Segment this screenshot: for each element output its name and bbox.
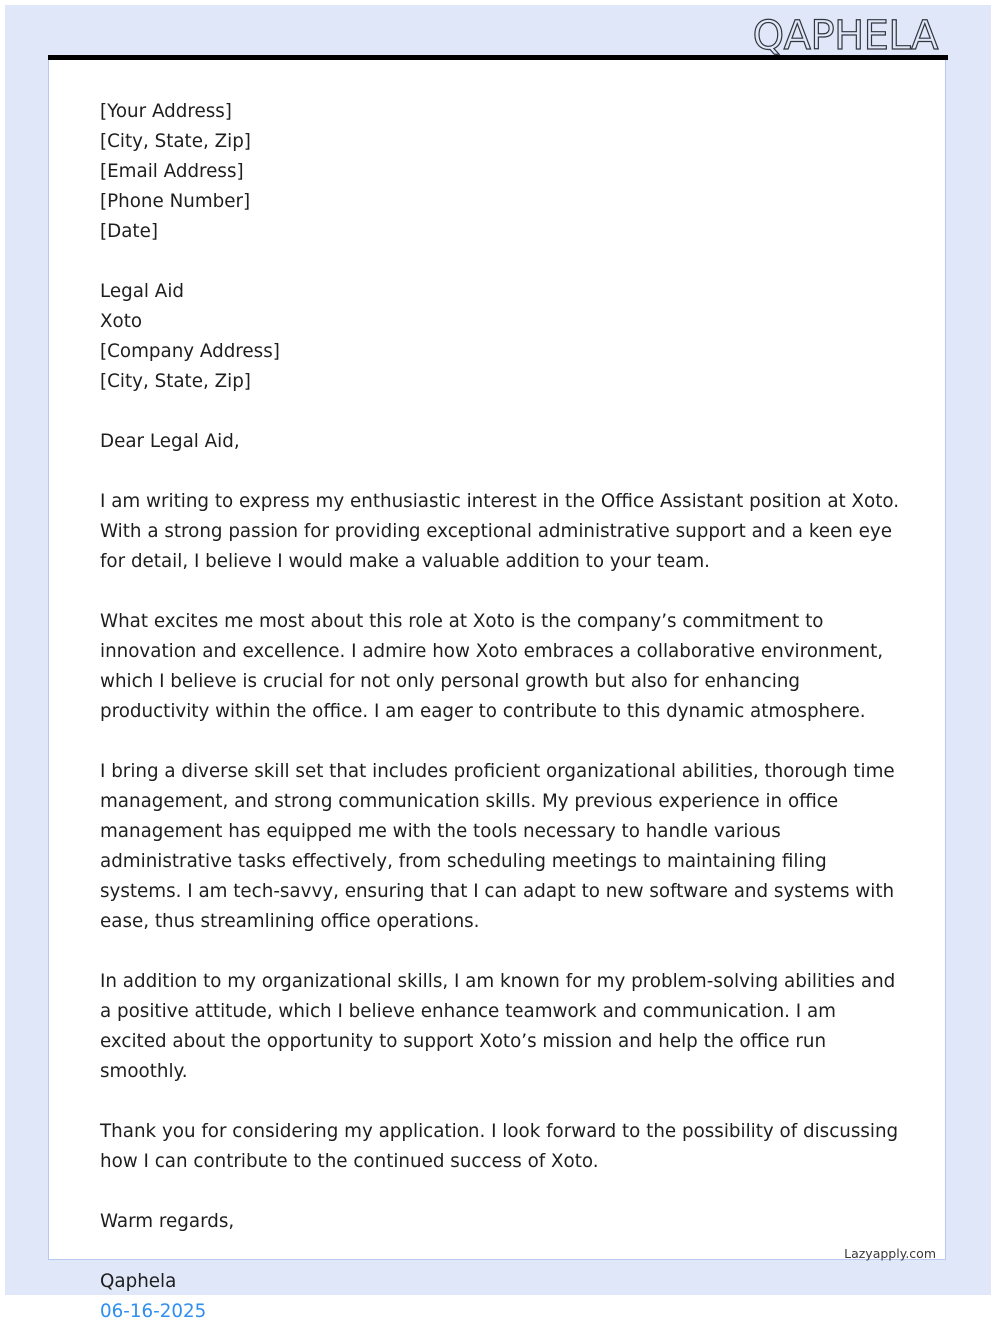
signature-block xyxy=(100,1267,900,1327)
sender-block xyxy=(100,97,900,247)
sender-address: [Your Address] xyxy=(100,101,232,122)
sender-date: [Date] xyxy=(100,221,158,242)
body-paragraph-5: Thank you for considering my application. I look forward to the possibility of discussing how I can contribute to the continued success of Xoto. xyxy=(100,1121,899,1172)
signature-name: Qaphela xyxy=(100,1271,177,1292)
closing: Warm regards, xyxy=(100,1211,235,1232)
sender-email: [Email Address] xyxy=(100,161,244,182)
signature-date: 06-16-2025 xyxy=(100,1301,207,1322)
sender-phone: [Phone Number] xyxy=(100,191,251,212)
body-paragraph-3: I bring a diverse skill set that includes proficient organizational abilities, thorough time management, and strong communication skills. My previous experience in office management has equipped me with the tools necessary to handle various administrative tasks effectively, from scheduling meetings to maintaining filing systems. I am tech-savvy, ensuring that I can adapt to new software and systems with ease, thus streamlining office operations. xyxy=(100,761,895,932)
recipient-block xyxy=(100,277,900,397)
recipient-company: Xoto xyxy=(100,311,143,332)
recipient-address: [Company Address] xyxy=(100,341,280,362)
body-paragraph-4: In addition to my organizational skills, I am known for my problem-solving abilities and a positive attitude, which I believe enhance teamwork and communication. I am excited about the opportunity to support Xoto’s mission and help the office run smoothly. xyxy=(100,971,896,1082)
body-paragraph-2: What excites me most about this role at Xoto is the company’s commitment to innovation and excellence. I admire how Xoto embraces a collaborative environment, which I believe is crucial for not only personal growth but also for enhancing productivity within the office. I am eager to contribute to this dynamic atmosphere. xyxy=(100,611,884,722)
greeting: Dear Legal Aid, xyxy=(100,431,240,452)
body-paragraph-1: I am writing to express my enthusiastic interest in the Office Assistant position at Xoto. With a strong passion for providing exceptional administrative support and a keen eye for detail, I believe I would make a valuable addition to your team. xyxy=(100,491,900,572)
footer-website: Lazyapply.com xyxy=(844,1246,936,1261)
recipient-name: Legal Aid xyxy=(100,281,184,302)
letter-body xyxy=(100,97,900,1327)
sender-city: [City, State, Zip] xyxy=(100,131,251,152)
recipient-city: [City, State, Zip] xyxy=(100,371,251,392)
brand-logo: QAPHELA xyxy=(752,13,938,59)
